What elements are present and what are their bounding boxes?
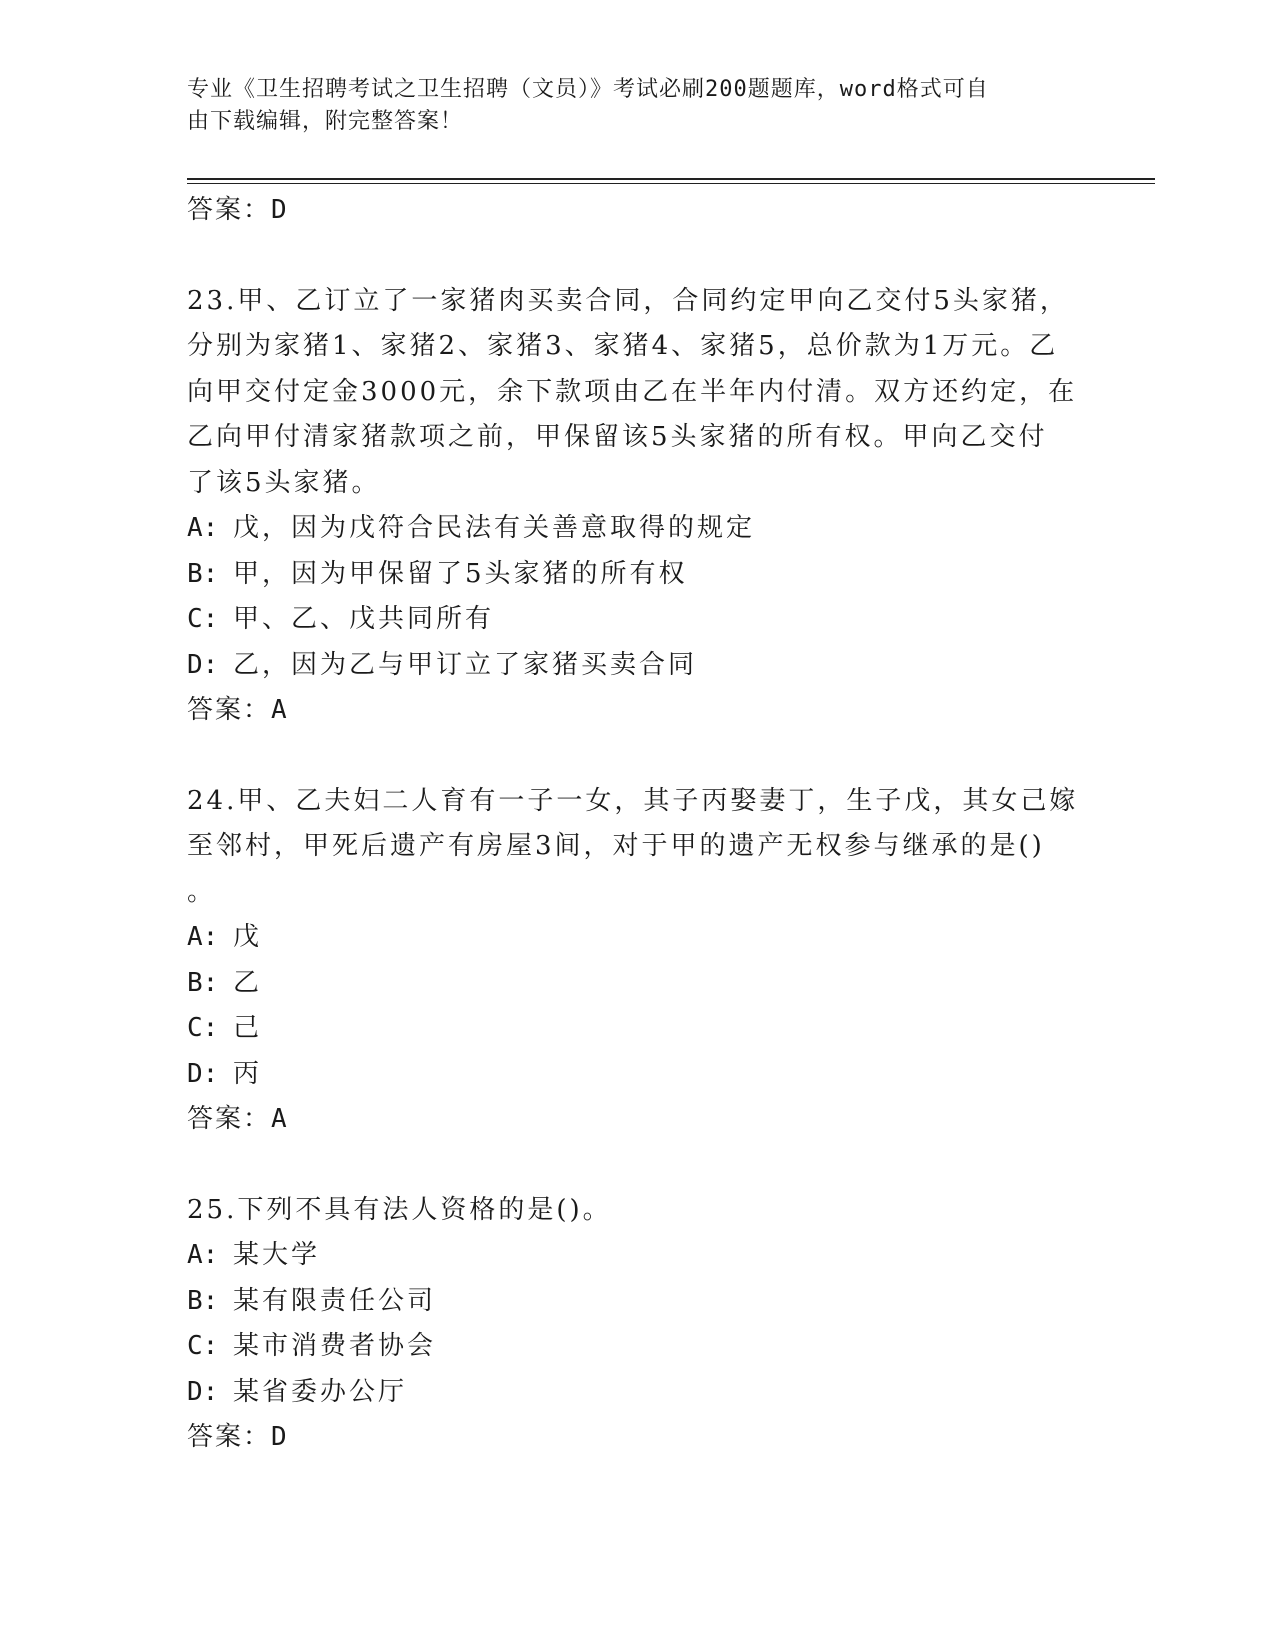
answer-line: 答案：A	[187, 695, 289, 725]
option-key: B:	[187, 1285, 219, 1316]
question-text-line: 了该5头家猪。	[187, 467, 381, 498]
question-text-line: 向甲交付定金3000元，余下款项由乙在半年内付清。双方还约定，在	[187, 376, 1078, 407]
question-text-line: 24.甲、乙夫妇二人育有一子一女，其子丙娶妻丁，生子戊，其女己嫁	[187, 785, 1079, 816]
option-a	[187, 915, 1087, 961]
header-divider-thin	[187, 183, 1155, 184]
spacer	[187, 234, 1087, 279]
option-key: A:	[187, 1240, 219, 1270]
question-list	[187, 188, 1087, 1461]
question-23	[187, 279, 1087, 734]
option-text: 戊	[233, 922, 263, 952]
header-line-1: 专业《卫生招聘考试之卫生招聘（文员）》考试必刷200题题库，word格式可自	[187, 77, 989, 102]
question-25	[187, 1188, 1087, 1461]
option-key: C:	[187, 604, 219, 634]
question-text-line: 分别为家猪1、家猪2、家猪3、家猪4、家猪5，总价款为1万元。乙	[187, 331, 1059, 361]
option-d	[187, 1052, 1087, 1098]
option-key: D:	[187, 1376, 219, 1407]
header-line-2: 由下载编辑，附完整答案！	[187, 109, 464, 134]
answer-line: 答案：A	[187, 1104, 289, 1134]
question-text-line: 至邻村，甲死后遗产有房屋3间，对于甲的遗产无权参与继承的是()	[187, 831, 1045, 861]
option-a	[187, 506, 1087, 552]
option-text: 乙，因为乙与甲订立了家猪买卖合同	[233, 649, 698, 680]
option-c	[187, 597, 1087, 643]
option-c	[187, 1324, 1087, 1370]
option-key: A:	[187, 922, 219, 952]
spacer	[187, 734, 1087, 779]
option-text: 某大学	[233, 1240, 321, 1270]
option-d	[187, 1370, 1087, 1416]
option-text: 丙	[233, 1058, 263, 1089]
option-d	[187, 643, 1087, 689]
header-divider	[187, 178, 1155, 180]
option-key: D:	[187, 1058, 219, 1089]
question-text-line: 23.甲、乙订立了一家猪肉买卖合同，合同约定甲向乙交付5头家猪，	[187, 285, 1069, 316]
spacer	[187, 1143, 1087, 1188]
option-text: 某有限责任公司	[233, 1285, 437, 1316]
option-b	[187, 961, 1087, 1007]
answer-line: 答案：D	[187, 195, 289, 225]
option-text: 戊，因为戊符合民法有关善意取得的规定	[233, 513, 756, 543]
question-24	[187, 779, 1087, 1143]
option-text: 己	[233, 1013, 263, 1043]
option-key: A:	[187, 513, 219, 543]
question-text-line: 乙向甲付清家猪款项之前，甲保留该5头家猪的所有权。甲向乙交付	[187, 422, 1048, 452]
option-text: 甲、乙、戊共同所有	[233, 604, 495, 634]
option-key: B:	[187, 967, 219, 998]
option-key: C:	[187, 1331, 219, 1361]
option-b	[187, 1279, 1087, 1325]
option-key: C:	[187, 1013, 219, 1043]
question-text-line: 25.下列不具有法人资格的是()。	[187, 1194, 612, 1225]
option-c	[187, 1006, 1087, 1052]
option-text: 乙	[233, 967, 263, 998]
question-text-line: 。	[187, 876, 217, 907]
option-text: 甲，因为甲保留了5头家猪的所有权	[233, 558, 688, 589]
option-a	[187, 1233, 1087, 1279]
option-key: D:	[187, 649, 219, 680]
page-header	[187, 74, 1067, 138]
option-key: B:	[187, 558, 219, 589]
answer-line: 答案：D	[187, 1422, 289, 1452]
option-b	[187, 552, 1087, 598]
option-text: 某市消费者协会	[233, 1331, 437, 1361]
option-text: 某省委办公厅	[233, 1376, 408, 1407]
